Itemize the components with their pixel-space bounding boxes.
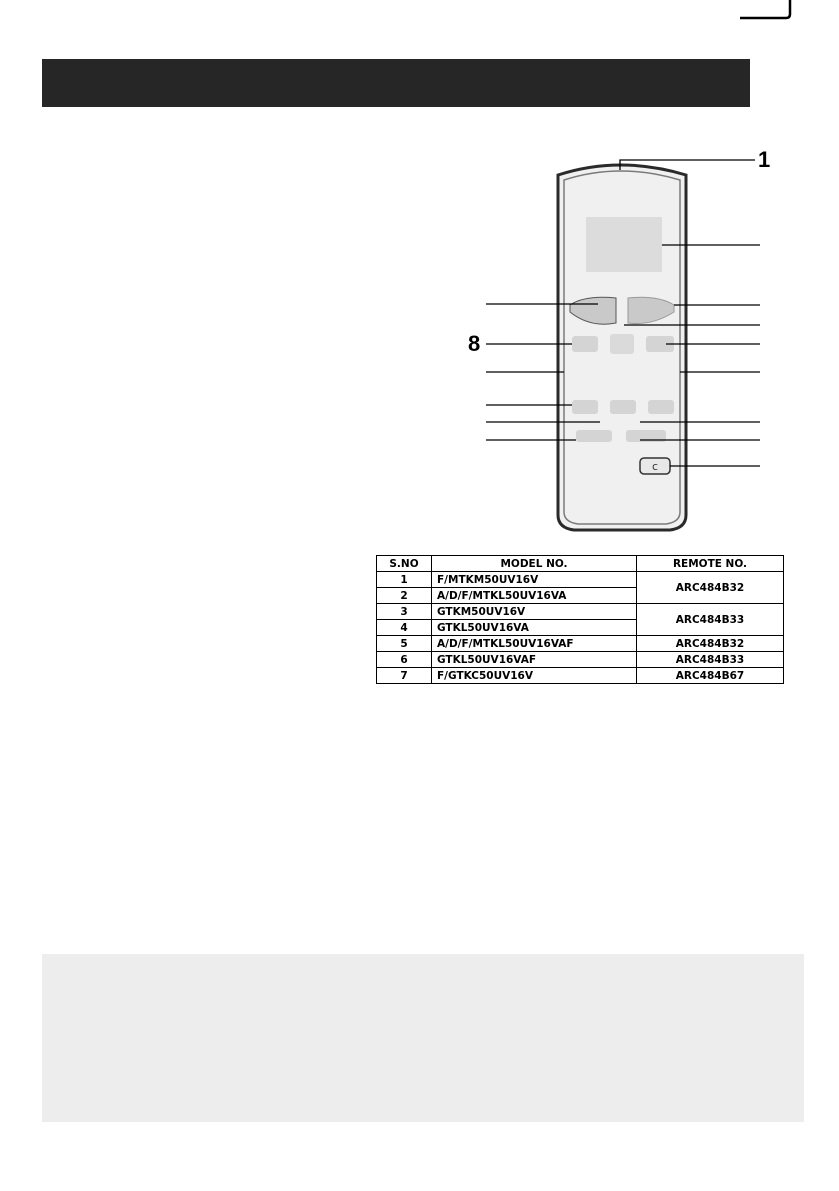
cell-remote: ARC484B33 — [637, 604, 784, 636]
table-row — [377, 604, 784, 620]
cell-sno: 2 — [377, 588, 432, 604]
cell-remote: ARC484B67 — [637, 668, 784, 684]
remote-controller-illustration — [430, 140, 839, 540]
table-row — [377, 572, 784, 588]
cell-model: F/MTKM50UV16V — [432, 572, 637, 588]
remote-controller-figure — [430, 140, 839, 540]
table-header-row — [377, 556, 784, 572]
header-model: MODEL NO. — [432, 556, 637, 572]
cell-model: F/GTKC50UV16V — [432, 668, 637, 684]
cell-remote: ARC484B32 — [637, 636, 784, 652]
header-remote: REMOTE NO. — [637, 556, 784, 572]
model-remote-table — [376, 555, 784, 684]
callout-8: 8 — [468, 331, 481, 356]
cell-remote: ARC484B33 — [637, 652, 784, 668]
cell-remote: ARC484B32 — [637, 572, 784, 604]
table-row — [377, 652, 784, 668]
table-row — [377, 636, 784, 652]
header-sno: S.NO — [377, 556, 432, 572]
cell-sno: 3 — [377, 604, 432, 620]
model-remote-table-wrap — [376, 555, 784, 684]
page-corner-mark — [0, 0, 839, 60]
table-row — [377, 668, 784, 684]
callout-1: 1 — [758, 147, 771, 172]
cell-model: GTKL50UV16VA — [432, 620, 637, 636]
cell-model: GTKL50UV16VAF — [432, 652, 637, 668]
cell-model: GTKM50UV16V — [432, 604, 637, 620]
cell-sno: 4 — [377, 620, 432, 636]
cell-model: A/D/F/MTKL50UV16VA — [432, 588, 637, 604]
cell-sno: 5 — [377, 636, 432, 652]
cell-sno: 6 — [377, 652, 432, 668]
cell-sno: 7 — [377, 668, 432, 684]
section-header-bar — [42, 59, 750, 107]
cell-model: A/D/F/MTKL50UV16VAF — [432, 636, 637, 652]
svg-text:c: c — [651, 460, 659, 473]
remote-display — [586, 217, 662, 272]
cell-sno: 1 — [377, 572, 432, 588]
note-box — [42, 954, 804, 1122]
